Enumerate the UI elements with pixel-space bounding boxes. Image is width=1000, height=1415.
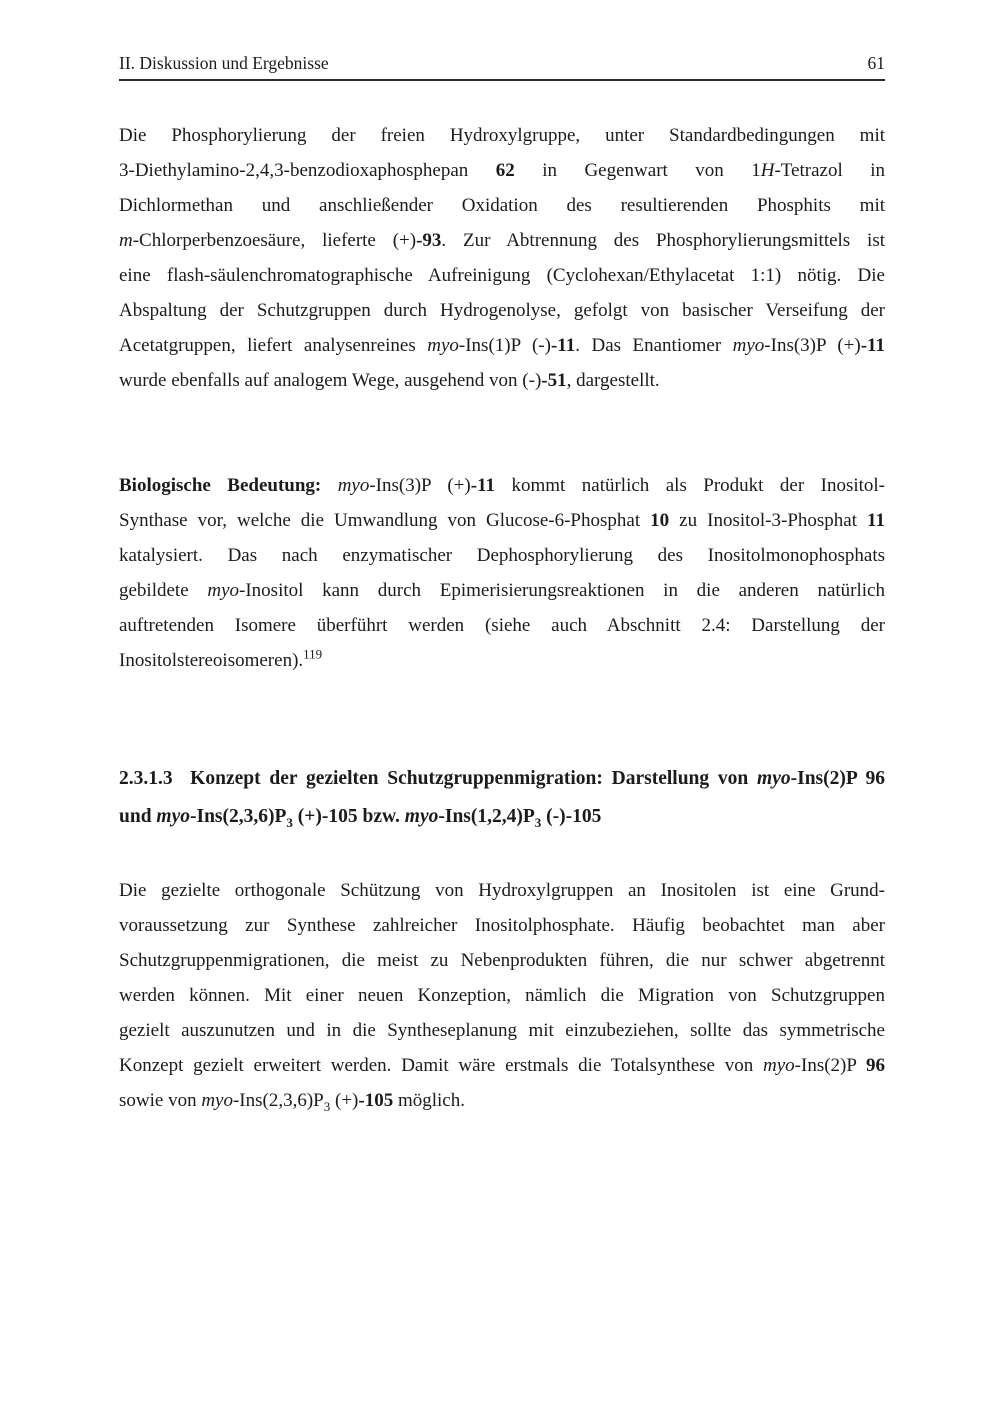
- paragraph-phosphorylierung: [119, 118, 885, 398]
- text-line: werden können. Mit einer neuen Konzeption, nämlich die Migration von Schutzgruppen: [119, 985, 885, 1006]
- text-line: gebildete myo-Inositol kann durch Epimerisierungsreaktionen in die anderen natürlich: [119, 580, 885, 601]
- text-line: Die Phosphorylierung der freien Hydroxylgruppe, unter Standardbedingungen mit: [119, 125, 885, 146]
- text-line: Konzept gezielt erweitert werden. Damit wäre erstmals die Totalsynthese von myo-Ins(2)P 96: [119, 1055, 885, 1076]
- paragraph-schutzgruppenmigration: [119, 873, 885, 1118]
- running-header: [119, 52, 885, 81]
- text-line: Dichlormethan und anschließender Oxidation des resultierenden Phosphits mit: [119, 195, 885, 216]
- running-header-title: II. Diskussion und Ergebnisse: [119, 53, 329, 73]
- text-line: Abspaltung der Schutzgruppen durch Hydrogenolyse, gefolgt von basischer Verseifung der: [119, 300, 885, 321]
- text-line: voraussetzung zur Synthese zahlreicher Inositolphosphate. Häufig beobachtet man aber: [119, 915, 885, 936]
- text-line: eine flash-säulenchromatographische Aufreinigung (Cyclohexan/Ethylacetat 1:1) nötig. Die: [119, 265, 885, 286]
- text-line: sowie von myo-$Ins(2,3,6)P_3$ (+)-105 möglich.: [119, 1090, 465, 1114]
- text-line: Die gezielte orthogonale Schützung von Hydroxylgruppen an Inositolen ist eine Grund-: [119, 880, 885, 901]
- text-line: wurde ebenfalls auf analogem Wege, ausgehend von (-)-51, dargestellt.: [119, 370, 660, 391]
- text-line: Biologische Bedeutung: myo-Ins(3)P (+)-11 kommt natürlich als Produkt der Inositol-: [119, 475, 885, 496]
- text-line: und myo-$Ins(2,3,6)P_3$ (+)-105 bzw. myo-$Ins(1,2,4)P_3$ (-)-105: [119, 806, 602, 830]
- text-line: 3-Diethylamino-2,4,3-benzodioxaphosphepan 62 in Gegenwart von 1H-Tetrazol in: [119, 160, 885, 181]
- page-number: 61: [867, 53, 885, 73]
- text-line: m-Chlorperbenzoesäure, lieferte (+)-93. Zur Abtrennung des Phosphorylierungsmittels ist: [119, 230, 885, 251]
- text-line: Acetatgruppen, liefert analysenreines myo-Ins(1)P (-)-11. Das Enantiomer myo-Ins(3)P (+)-11: [119, 335, 886, 356]
- text-line: Inositolstereoisomeren).$^{119}$: [119, 646, 323, 671]
- text-line: Synthase vor, welche die Umwandlung von Glucose-6-Phosphat 10 zu Inositol-3-Phosphat 11: [119, 510, 885, 531]
- text-line: auftretenden Isomere überführt werden (siehe auch Abschnitt 2.4: Darstellung der: [119, 615, 885, 636]
- paragraph-biologische-bedeutung: [119, 468, 885, 678]
- text-line: Schutzgruppenmigrationen, die meist zu Nebenprodukten führen, die nur schwer abgetrennt: [119, 950, 885, 971]
- text-line: gezielt auszunutzen und in die Syntheseplanung mit einzubeziehen, sollte das symmetrische: [119, 1020, 885, 1041]
- section-heading-2313: [119, 760, 885, 836]
- text-line: katalysiert. Das nach enzymatischer Dephosphorylierung des Inositolmonophosphats: [119, 545, 885, 566]
- text-line: 2.3.1.3 Konzept der gezielten Schutzgruppenmigration: Darstellung von myo-Ins(2)P 96: [119, 768, 885, 789]
